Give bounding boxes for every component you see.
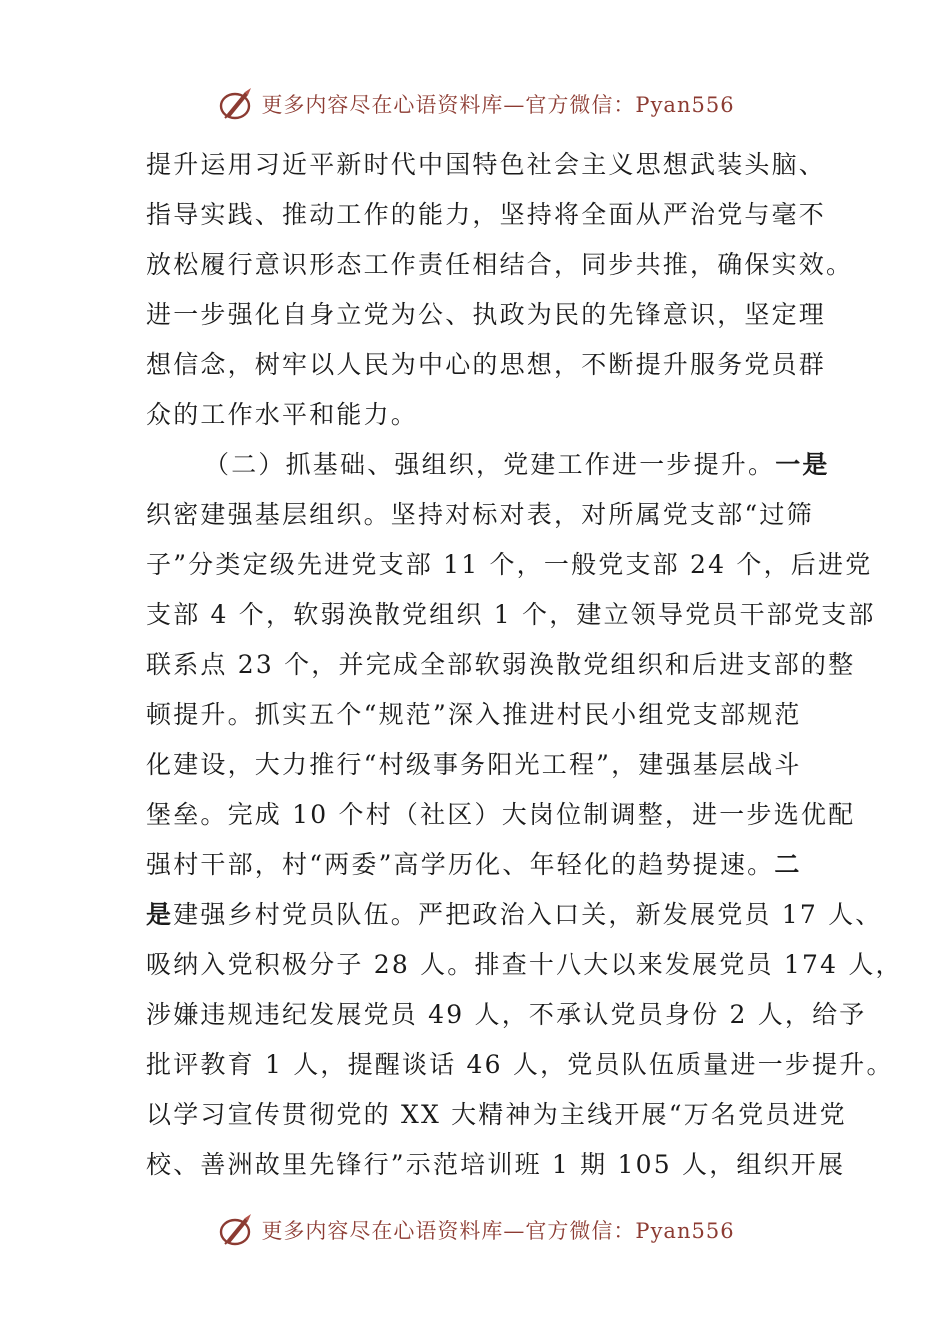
document-body bbox=[146, 140, 903, 1190]
quill-seal-icon bbox=[215, 84, 255, 124]
text-segment: 涉嫌违规违纪发展党员 49 人，不承认党员身份 2 人，给予 bbox=[146, 1000, 867, 1029]
footer-watermark-text: 更多内容尽在心语资料库—官方微信：Pyan556 bbox=[261, 1219, 735, 1243]
text-line bbox=[146, 1140, 846, 1190]
text-line bbox=[146, 940, 903, 990]
text-segment: （二）抓基础、强组织，党建工作进一步提升。 bbox=[204, 450, 776, 479]
text-line bbox=[146, 790, 856, 840]
text-segment: 放松履行意识形态工作责任相结合，同步共推，确保实效。 bbox=[146, 250, 854, 279]
bold-text-segment: 一是 bbox=[775, 450, 830, 479]
footer-watermark-banner bbox=[0, 1208, 950, 1252]
text-line bbox=[146, 740, 822, 790]
text-segment: 指导实践、推动工作的能力，坚持将全面从严治党与毫不 bbox=[146, 200, 827, 229]
text-line bbox=[146, 340, 827, 390]
text-line bbox=[146, 990, 867, 1040]
header-watermark-banner bbox=[0, 82, 950, 126]
bold-text-segment: 是 bbox=[146, 900, 174, 929]
text-segment: 想信念，树牢以人民为中心的思想，不断提升服务党员群 bbox=[146, 350, 827, 379]
text-line bbox=[146, 540, 873, 590]
quill-seal-icon bbox=[215, 1210, 255, 1250]
text-segment: 化建设，大力推行“村级事务阳光工程”，建强基层战斗 bbox=[146, 750, 802, 779]
bold-text-segment: 二 bbox=[774, 850, 802, 879]
text-segment: 众的工作水平和能力。 bbox=[146, 400, 419, 429]
text-line bbox=[146, 390, 822, 440]
text-segment: 强村干部，村“两委”高学历化、年轻化的趋势提速。 bbox=[146, 850, 775, 879]
text-line bbox=[146, 490, 822, 540]
text-segment: 提升运用习近平新时代中国特色社会主义思想武装头脑、 bbox=[146, 150, 827, 179]
text-line bbox=[146, 190, 827, 240]
text-line bbox=[146, 1040, 894, 1090]
text-segment: 以学习宣传贯彻党的 XX 大精神为主线开展“万名党员进党 bbox=[146, 1100, 847, 1129]
text-line bbox=[146, 590, 876, 640]
text-segment: 批评教育 1 人，提醒谈话 46 人，党员队伍质量进一步提升。 bbox=[146, 1050, 894, 1079]
text-line bbox=[146, 840, 822, 890]
text-segment: 子”分类定级先进党支部 11 个，一般党支部 24 个，后进党 bbox=[146, 550, 873, 579]
text-line bbox=[146, 440, 830, 490]
text-segment: 支部 4 个，软弱涣散党组织 1 个，建立领导党员干部党支部 bbox=[146, 600, 876, 629]
text-segment: 顿提升。抓实五个“规范”深入推进村民小组党支部规范 bbox=[146, 700, 802, 729]
text-segment: 织密建强基层组织。坚持对标对表，对所属党支部“过筛 bbox=[146, 500, 814, 529]
text-segment: 校、善洲故里先锋行”示范培训班 1 期 105 人，组织开展 bbox=[146, 1150, 846, 1179]
text-segment: 堡垒。完成 10 个村（社区）大岗位制调整，进一步选优配 bbox=[146, 800, 856, 829]
text-line bbox=[146, 240, 854, 290]
text-segment: 吸纳入党积极分子 28 人。排查十八大以来发展党员 174 人， bbox=[146, 950, 903, 979]
text-segment: 建强乡村党员队伍。严把政治入口关，新发展党员 17 人、 bbox=[173, 900, 883, 929]
text-line bbox=[146, 1090, 847, 1140]
text-line bbox=[146, 640, 856, 690]
header-watermark-text: 更多内容尽在心语资料库—官方微信：Pyan556 bbox=[261, 93, 735, 117]
text-line bbox=[146, 140, 827, 190]
text-line bbox=[146, 290, 827, 340]
text-segment: 联系点 23 个，并完成全部软弱涣散党组织和后进支部的整 bbox=[146, 650, 856, 679]
text-line bbox=[146, 690, 822, 740]
text-segment: 进一步强化自身立党为公、执政为民的先锋意识，坚定理 bbox=[146, 300, 827, 329]
text-line bbox=[146, 890, 883, 940]
